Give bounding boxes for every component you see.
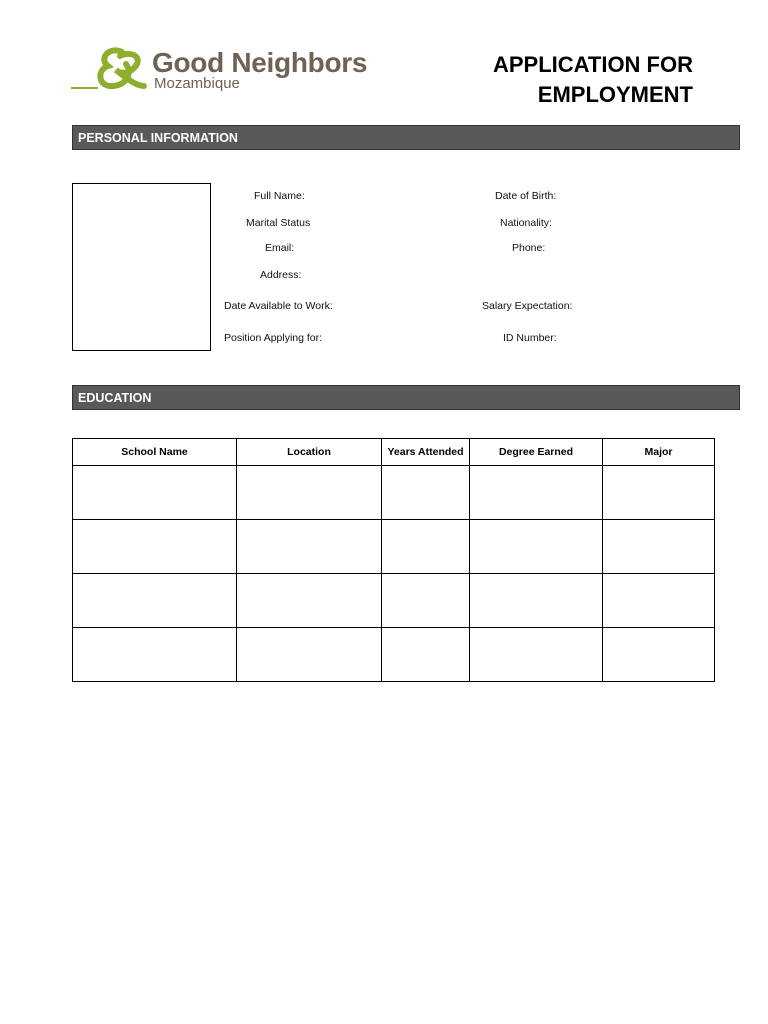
address-label: Address: bbox=[260, 269, 302, 281]
logo-mark-icon bbox=[70, 44, 150, 94]
major-cell[interactable] bbox=[603, 520, 715, 574]
logo-subtitle: Mozambique bbox=[154, 75, 240, 92]
location-cell[interactable] bbox=[237, 520, 382, 574]
degree-earned-cell[interactable] bbox=[470, 466, 603, 520]
photo-box[interactable] bbox=[72, 183, 211, 351]
email-label: Email: bbox=[265, 242, 295, 254]
years-attended-cell[interactable] bbox=[382, 466, 470, 520]
table-row bbox=[73, 520, 715, 574]
years-attended-cell[interactable] bbox=[382, 520, 470, 574]
column-header-major: Major bbox=[603, 439, 715, 466]
nationality-label: Nationality: bbox=[500, 217, 552, 229]
school-name-cell[interactable] bbox=[73, 574, 237, 628]
location-cell[interactable] bbox=[237, 628, 382, 682]
table-row bbox=[73, 628, 715, 682]
degree-earned-cell[interactable] bbox=[470, 628, 603, 682]
position-label: Position Applying for: bbox=[224, 332, 323, 344]
major-cell[interactable] bbox=[603, 466, 715, 520]
education-header-row bbox=[73, 439, 715, 466]
location-cell[interactable] bbox=[237, 574, 382, 628]
marital-status-label: Marital Status bbox=[246, 217, 311, 229]
school-name-cell[interactable] bbox=[73, 520, 237, 574]
table-row bbox=[73, 574, 715, 628]
full-name-label: Full Name: bbox=[254, 190, 305, 202]
years-attended-cell[interactable] bbox=[382, 574, 470, 628]
school-name-cell[interactable] bbox=[73, 466, 237, 520]
column-header-school-name: School Name bbox=[73, 439, 237, 466]
table-row bbox=[73, 466, 715, 520]
column-header-degree-earned: Degree Earned bbox=[470, 439, 603, 466]
column-header-years-attended: Years Attended bbox=[382, 439, 470, 466]
degree-earned-cell[interactable] bbox=[470, 520, 603, 574]
personal-information-heading: PERSONAL INFORMATION bbox=[72, 125, 740, 150]
education-table bbox=[72, 438, 715, 682]
location-cell[interactable] bbox=[237, 466, 382, 520]
education-heading: EDUCATION bbox=[72, 385, 740, 410]
phone-label: Phone: bbox=[512, 242, 546, 254]
date-of-birth-label: Date of Birth: bbox=[495, 190, 557, 202]
logo-name: Good Neighbors bbox=[152, 47, 368, 78]
date-available-label: Date Available to Work: bbox=[224, 300, 333, 312]
title-line-1: APPLICATION FOR bbox=[492, 52, 693, 77]
document-title bbox=[493, 50, 693, 110]
salary-expectation-label: Salary Expectation: bbox=[482, 300, 573, 312]
years-attended-cell[interactable] bbox=[382, 628, 470, 682]
major-cell[interactable] bbox=[603, 574, 715, 628]
school-name-cell[interactable] bbox=[73, 628, 237, 682]
major-cell[interactable] bbox=[603, 628, 715, 682]
good-neighbors-logo bbox=[70, 44, 368, 94]
title-line-2: EMPLOYMENT bbox=[537, 82, 693, 107]
id-number-label: ID Number: bbox=[503, 332, 557, 344]
column-header-location: Location bbox=[237, 439, 382, 466]
degree-earned-cell[interactable] bbox=[470, 574, 603, 628]
